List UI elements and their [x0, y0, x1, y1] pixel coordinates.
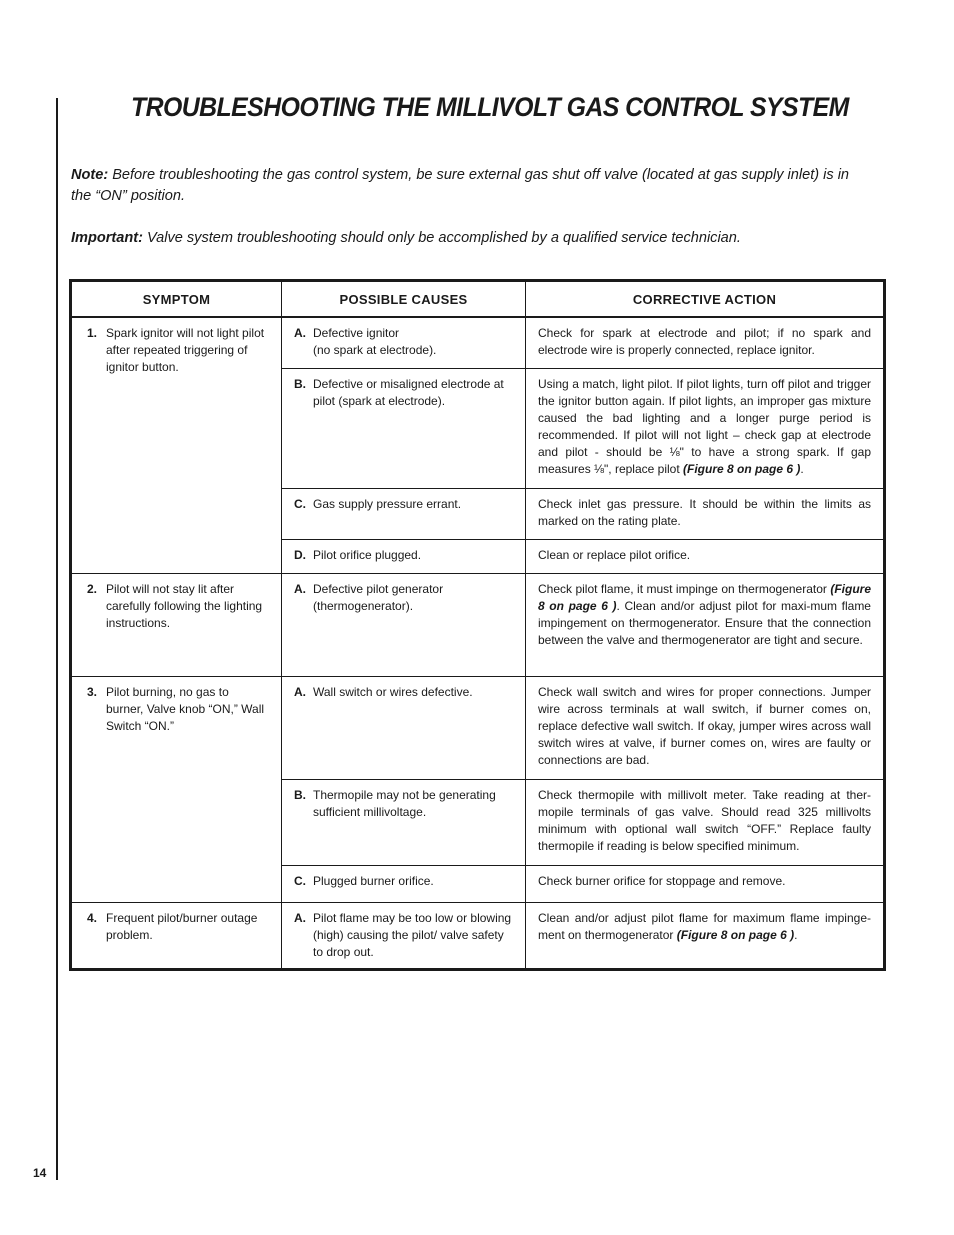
action-text: Check thermopile with millivolt meter. Take reading at ther-mopile terminals of gas valve. Should read 325 millivolts minimum with optional wall switch “OFF.” Replace faulty thermopile if reading is below specified minimum. — [538, 787, 871, 853]
action-cell — [526, 368, 885, 488]
action-header: CORRECTIVE ACTION — [526, 281, 885, 318]
page-title: TROUBLESHOOTING THE MILLIVOLT GAS CONTROL SYSTEM — [131, 92, 849, 122]
symptom-cell — [71, 676, 282, 902]
cause-cell — [282, 539, 526, 573]
action-text: Clean or replace pilot orifice. — [538, 547, 691, 562]
action-cell — [526, 676, 885, 779]
action-tail: . — [794, 927, 798, 942]
cause-letter: A. — [294, 910, 306, 925]
action-text: Check inlet gas pressure. It should be within the limits as marked on the rating plate. — [538, 496, 871, 528]
cause-letter: C. — [294, 873, 306, 888]
note-paragraph — [71, 164, 864, 206]
note-text: Before troubleshooting the gas control system, be sure external gas shut off valve (located at gas supply inlet) is in the “ON” position. — [71, 166, 850, 204]
table-header-row — [71, 281, 885, 318]
cause-letter: A. — [294, 581, 306, 596]
cause-text: Pilot orifice plugged. — [313, 547, 422, 562]
action-cell — [526, 779, 885, 865]
causes-header: POSSIBLE CAUSES — [282, 281, 526, 318]
action-cell — [526, 539, 885, 573]
action-tail: . — [800, 461, 804, 476]
cause-letter: B. — [294, 787, 306, 802]
page-number: 14 — [33, 1166, 47, 1180]
cause-letter: A. — [294, 684, 306, 699]
cause-cell — [282, 368, 526, 488]
cause-text: Defective pilot generator (thermogenerator). — [313, 581, 444, 613]
cause-cell — [282, 779, 526, 865]
cause-letter: C. — [294, 496, 306, 511]
action-cell — [526, 488, 885, 539]
action-text: Check burner orifice for stoppage and remove. — [538, 873, 786, 888]
cause-text: Plugged burner orifice. — [313, 873, 434, 888]
figure-reference: (Figure 8 on page 6 ) — [538, 581, 871, 613]
action-tail: . Clean and/or adjust pilot for maxi-mum flame impingement on thermogenerator. Ensure that the connection between the valve and thermogenerator are tight and secure. — [538, 598, 871, 647]
action-cell — [526, 865, 885, 902]
action-text: Clean and/or adjust pilot flame for maximum flame impinge-ment on thermogenerator — [538, 910, 871, 942]
action-text: Using a match, light pilot. If pilot lights, turn off pilot and trigger the ignitor button again. If pilot lights, an improper gas mixture caused the bad lighting and a longer purge period is recommended. If pilot will not light – check gap at electrode and pilot - should be ⅛" to have a strong spark. If gap measures ⅛", replace pilot — [538, 376, 871, 476]
cause-cell — [282, 317, 526, 368]
cause-text: Pilot flame may be too low or blowing (high) causing the pilot/ valve safety to drop out. — [313, 910, 512, 959]
figure-reference: (Figure 8 on page 6 ) — [683, 461, 801, 476]
note-label: Note: — [71, 166, 109, 183]
cause-cell — [282, 573, 526, 676]
troubleshooting-table — [69, 279, 886, 971]
cause-text: Defective or misaligned electrode at pilot (spark at electrode). — [313, 376, 504, 408]
symptom-number: 2. — [87, 581, 98, 596]
cause-text: Gas supply pressure errant. — [313, 496, 462, 511]
symptom-text: Frequent pilot/burner outage problem. — [106, 910, 258, 942]
cause-text: Wall switch or wires defective. — [313, 684, 473, 699]
symptom-header: SYMPTOM — [71, 281, 282, 318]
action-text: Check wall switch and wires for proper connections. Jumper wire across terminals at wall switch, if burner comes on, replace defective wall switch. If okay, jumper wires across wall switch wires at valve, if burner comes on, wires are faulty or connections are bad. — [538, 684, 871, 767]
symptom-text: Pilot will not stay lit after carefully following the lighting instructions. — [106, 581, 263, 630]
symptom-text: Pilot burning, no gas to burner, Valve knob “ON,” Wall Switch “ON.” — [106, 684, 265, 733]
symptom-cell — [71, 573, 282, 676]
symptom-number: 1. — [87, 326, 98, 340]
symptom-number: 3. — [87, 684, 98, 699]
cause-cell — [282, 865, 526, 902]
figure-reference: (Figure 8 on page 6 ) — [676, 927, 795, 942]
action-text: Check pilot flame, it must impinge on thermogenerator — [538, 581, 831, 596]
action-text: Check for spark at electrode and pilot; if no spark and electrode wire is properly connected, replace ignitor. — [538, 326, 871, 357]
cause-letter: A. — [294, 326, 306, 340]
table-row — [71, 317, 885, 368]
table-body — [71, 317, 885, 969]
action-cell — [526, 573, 885, 676]
symptom-text: Spark ignitor will not light pilot after repeated triggering of ignitor button. — [106, 326, 265, 374]
action-cell — [526, 902, 885, 969]
cause-text: Thermopile may not be generating sufficient millivoltage. — [313, 787, 496, 819]
cause-text: Defective ignitor (no spark at electrode). — [313, 326, 437, 357]
cause-letter: D. — [294, 547, 306, 562]
cause-cell — [282, 902, 526, 969]
table-row — [71, 676, 885, 779]
important-text: Valve system troubleshooting should only be accomplished by a qualified service technician. — [142, 229, 741, 246]
symptom-cell — [71, 317, 282, 573]
important-paragraph — [71, 227, 864, 248]
table-row — [71, 902, 885, 969]
symptom-number: 4. — [87, 910, 98, 925]
symptom-cell — [71, 902, 282, 969]
cause-cell — [282, 676, 526, 779]
cause-letter: B. — [294, 376, 306, 391]
table-row — [71, 573, 885, 676]
important-label: Important: — [71, 229, 143, 246]
cause-cell — [282, 488, 526, 539]
action-cell — [526, 317, 885, 368]
margin-rule — [56, 98, 58, 1180]
